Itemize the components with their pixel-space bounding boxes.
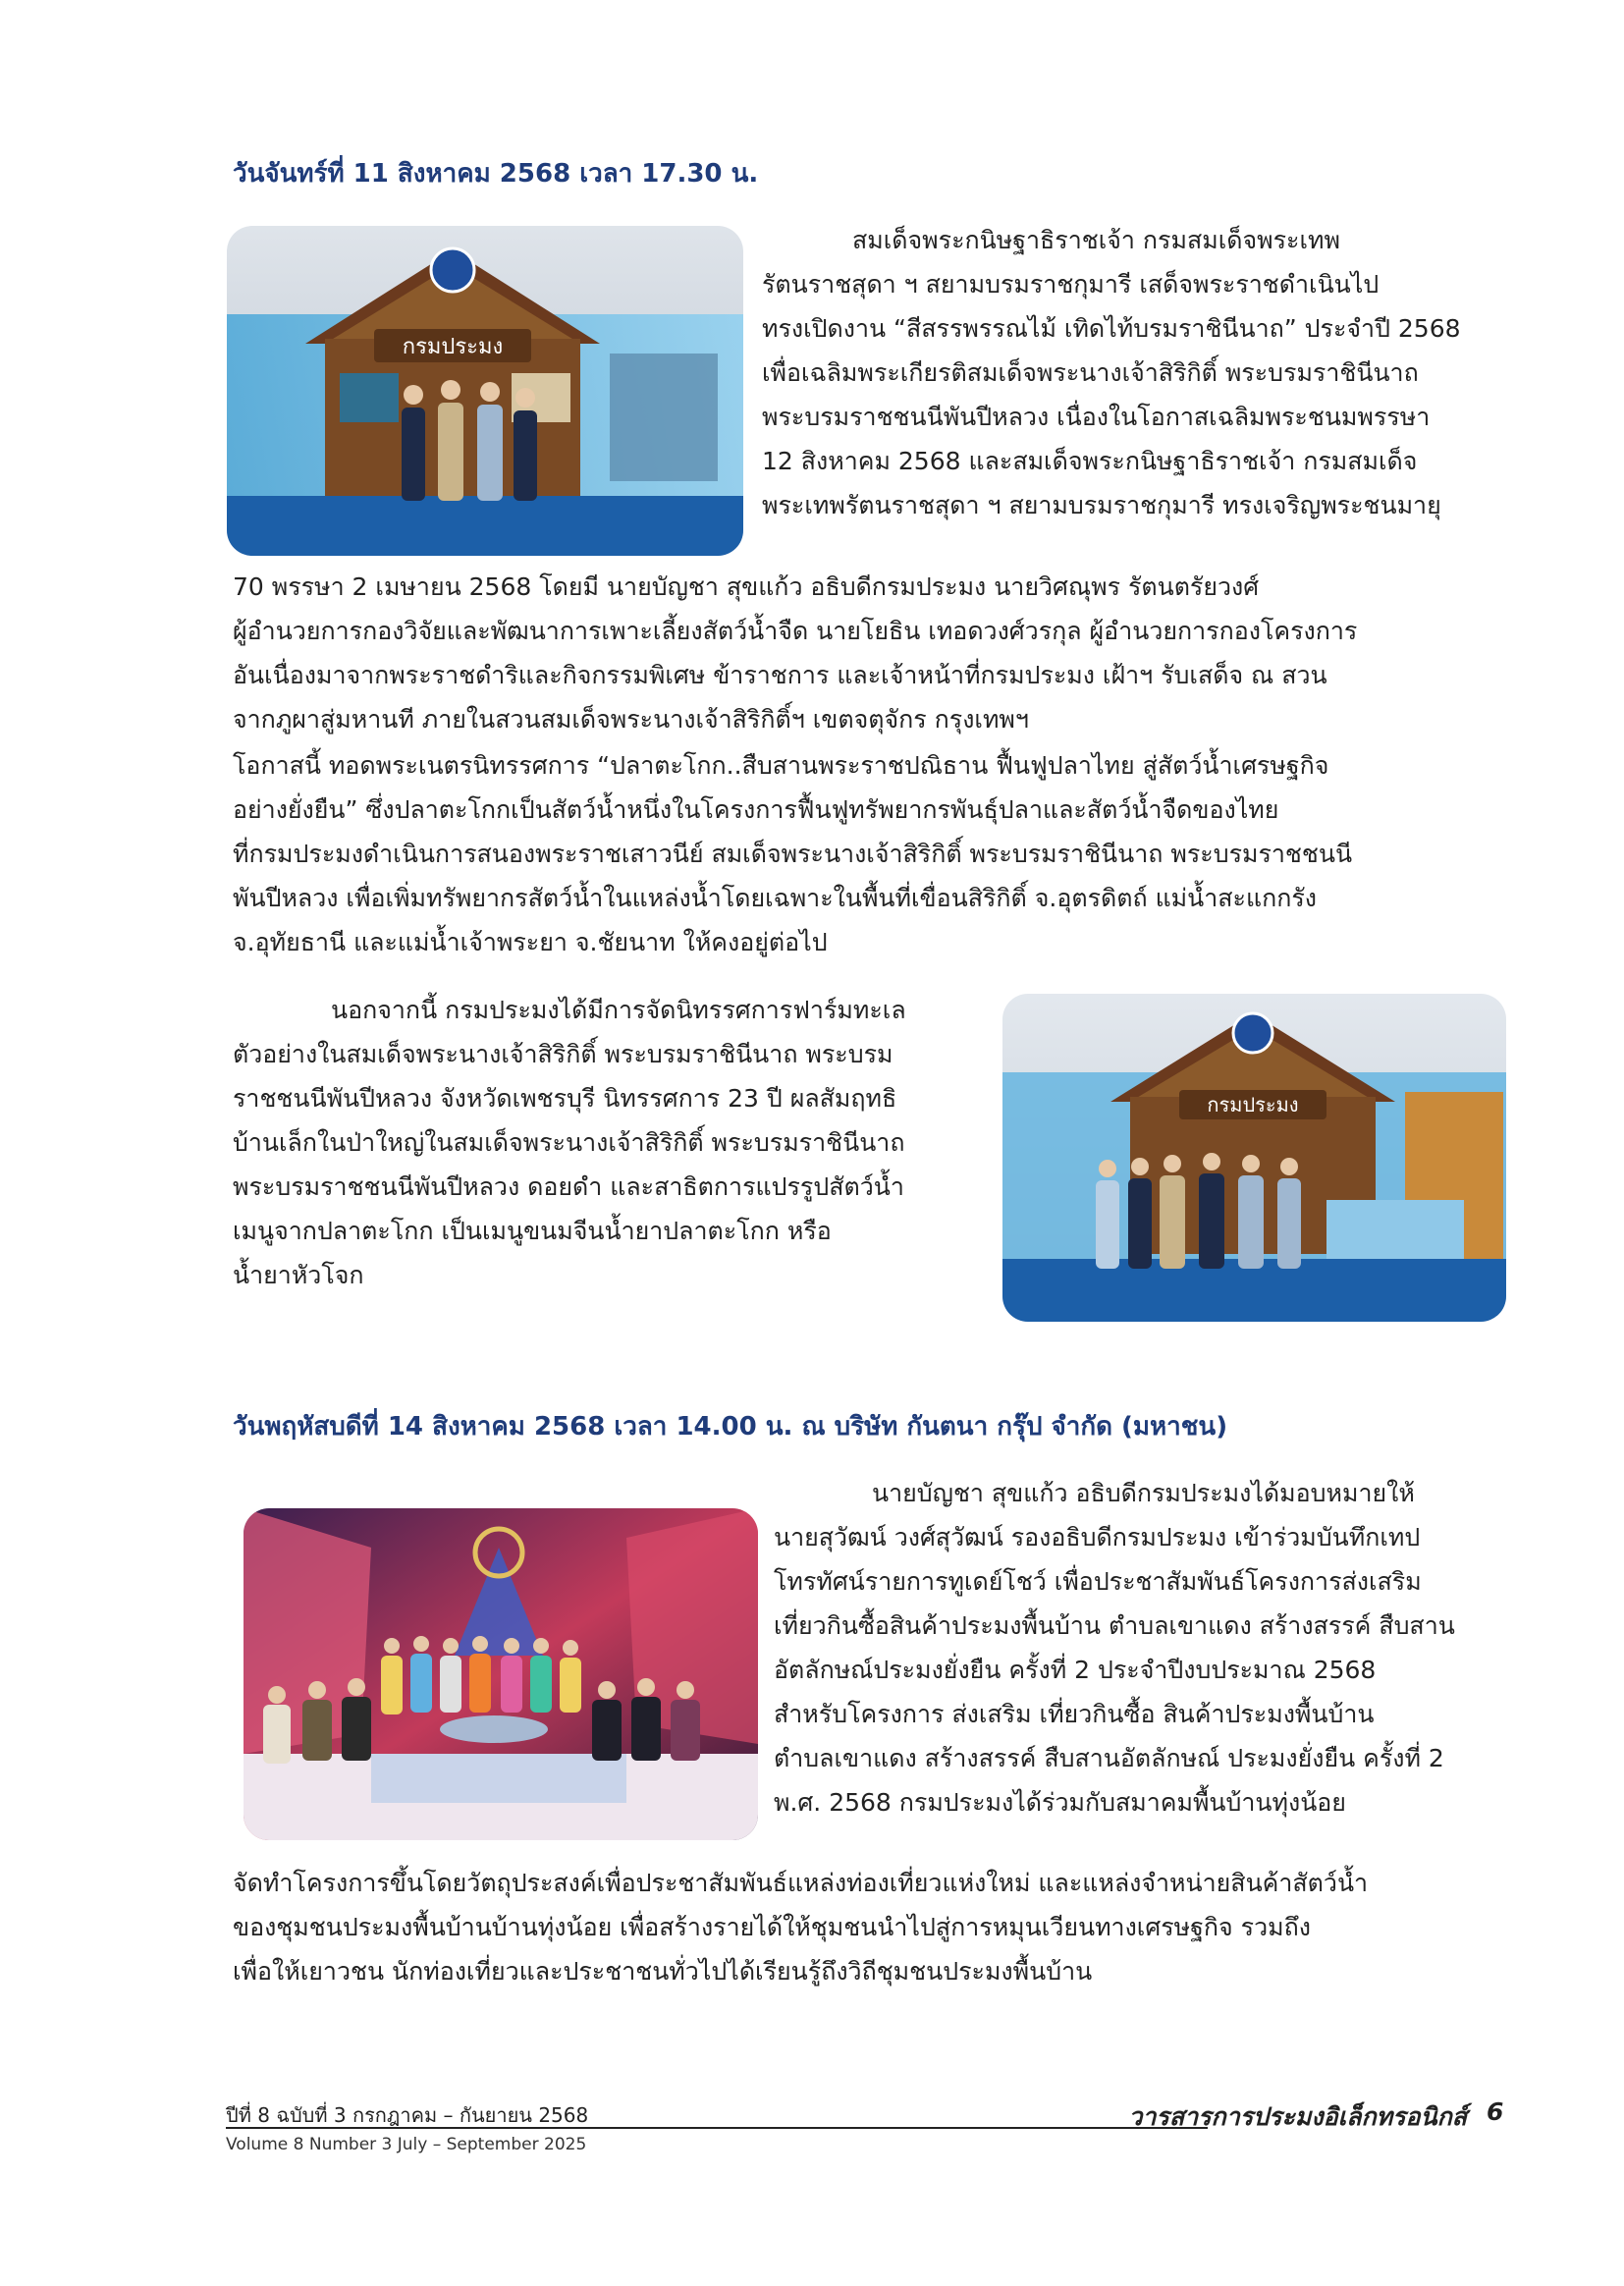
text-line: โอกาสนี้ ทอดพระเนตรนิทรรศการ “ปลาตะโกก..สืบสานพระราชปณิธาน ฟื้นฟูปลาไทย สู่สัตว์น้ำเศรษฐกิจ: [233, 751, 1329, 780]
text-line: น้ำยาหัวโจก: [233, 1261, 364, 1289]
text-line: นอกจากนี้ กรมประมงได้มีการจัดนิทรรศการฟาร์มทะเล: [331, 996, 906, 1024]
exhibition-booth-photo-1: [227, 226, 743, 556]
text-line: ตัวอย่างในสมเด็จพระนางเจ้าสิริกิติ์ พระบรมราชินีนาถ พระบรม: [233, 1040, 893, 1068]
text-line: สมเด็จพระกนิษฐาธิราชเจ้า กรมสมเด็จพระเทพ: [852, 226, 1340, 254]
text-line: เที่ยวกินซื้อสินค้าประมงพื้นบ้าน ตำบลเขาแดง สร้างสรรค์ สืบสาน: [774, 1611, 1455, 1640]
footer-issue-th: ปีที่ 8 ฉบับที่ 3 กรกฎาคม – กันยายน 2568: [226, 2103, 589, 2127]
text-line: ของชุมชนประมงพื้นบ้านบ้านทุ่งน้อย เพื่อสร้างรายได้ให้ชุมชนนำไปสู่การหมุนเวียนทางเศรษฐกิจ รวมถึง: [233, 1913, 1311, 1941]
section1-intro-wrapped: [762, 218, 1487, 527]
section2-intro-full: [233, 1861, 1489, 1993]
footer-journal-title: วารสารการประมงอิเล็กทรอนิกส์: [1128, 2102, 1467, 2131]
text-line: ตำบลเขาแดง สร้างสรรค์ สืบสานอัตลักษณ์ ประมงยั่งยืน ครั้งที่ 2: [774, 1744, 1444, 1772]
section-heading-2: วันพฤหัสบดีที่ 14 สิงหาคม 2568 เวลา 14.00 น. ณ บริษัท กันตนา กรุ๊ป จำกัด (มหาชน): [233, 1412, 1228, 1442]
text-line: พระบรมราชชนนีพันปีหลวง เนื่องในโอกาสเฉลิมพระชนมพรรษา: [762, 403, 1431, 431]
text-line: เพื่อเฉลิมพระเกียรติสมเด็จพระนางเจ้าสิริกิติ์ พระบรมราชินีนาถ: [762, 358, 1419, 387]
text-line: อย่างยั่งยืน” ซึ่งปลาตะโกกเป็นสัตว์น้ำหนึ่งในโครงการฟื้นฟูทรัพยากรพันธุ์ปลาและสัตว์น้ำจืดของไทย: [233, 795, 1279, 824]
text-line: จากภูผาสู่มหานที ภายในสวนสมเด็จพระนางเจ้าสิริกิติ์ฯ เขตจตุจักร กรุงเทพฯ: [233, 705, 1029, 734]
text-line: อันเนื่องมาจากพระราชดำริและกิจกรรมพิเศษ ข้าราชการ และเจ้าหน้าที่กรมประมง เฝ้าฯ รับเสด็จ ณ สวน: [233, 661, 1327, 689]
text-line: ที่กรมประมงดำเนินการสนองพระราชเสาวนีย์ สมเด็จพระนางเจ้าสิริกิติ์ พระบรมราชินีนาถ พระบรมราชชนนี: [233, 840, 1353, 868]
text-line: เมนูจากปลาตะโกก เป็นเมนูขนมจีนน้ำยาปลาตะโกก หรือ: [233, 1217, 832, 1245]
text-line: อัตลักษณ์ประมงยั่งยืน ครั้งที่ 2 ประจำปีงบประมาณ 2568: [774, 1656, 1377, 1684]
text-line: โทรทัศน์รายการทูเดย์โชว์ เพื่อประชาสัมพันธ์โครงการส่งเสริม: [774, 1567, 1422, 1596]
section1-seafarm-paragraph: [233, 988, 979, 1297]
text-line: ทรงเปิดงาน “สีสรรพรรณไม้ เทิดไท้บรมราชินีนาถ” ประจำปี 2568: [762, 314, 1461, 343]
text-line: นายบัญชา สุขแก้ว อธิบดีกรมประมงได้มอบหมายให้: [872, 1479, 1415, 1507]
text-line: ผู้อำนวยการกองวิจัยและพัฒนาการเพาะเลี้ยงสัตว์น้ำจืด นายโยธิน เทอดวงศ์วรกุล ผู้อำนวยการกองโครงการ: [233, 617, 1358, 645]
text-line: พ.ศ. 2568 กรมประมงได้ร่วมกับสมาคมพื้นบ้านทุ่งน้อย: [774, 1788, 1346, 1817]
text-line: เพื่อให้เยาวชน นักท่องเที่ยวและประชาชนทั่วไปได้เรียนรู้ถึงวิถีชุมชนประมงพื้นบ้าน: [233, 1957, 1093, 1986]
text-line: สำหรับโครงการ ส่งเสริม เที่ยวกินซื้อ สินค้าประมงพื้นบ้าน: [774, 1700, 1375, 1728]
section1-exhibition-paragraph: [233, 743, 1489, 964]
text-line: 12 สิงหาคม 2568 และสมเด็จพระกนิษฐาธิราชเจ้า กรมสมเด็จ: [762, 447, 1418, 475]
text-line: พระเทพรัตนราชสุดา ฯ สยามบรมราชกุมารี ทรงเจริญพระชนมายุ: [762, 491, 1441, 519]
section-heading-1: วันจันทร์ที่ 11 สิงหาคม 2568 เวลา 17.30 น.: [233, 159, 759, 189]
text-line: ราชชนนีพันปีหลวง จังหวัดเพชรบุรี นิทรรศการ 23 ปี ผลสัมฤทธิ: [233, 1084, 897, 1113]
page-number: 6: [1487, 2097, 1504, 2126]
text-line: จัดทำโครงการขึ้นโดยวัตถุประสงค์เพื่อประชาสัมพันธ์แหล่งท่องเที่ยวแห่งใหม่ และแหล่งจำหน่ายสินค้าสัตว์น้ำ: [233, 1869, 1369, 1897]
tv-studio-photo: [244, 1508, 758, 1840]
text-line: บ้านเล็กในป่าใหญ่ในสมเด็จพระนางเจ้าสิริกิติ์ พระบรมราชินีนาถ: [233, 1128, 905, 1157]
footer-issue-en: Volume 8 Number 3 July – September 2025: [226, 2135, 587, 2154]
text-line: รัตนราชสุดา ฯ สยามบรมราชกุมารี เสด็จพระราชดำเนินไป: [762, 270, 1380, 299]
svg-text:กรมประมง: กรมประมง: [1207, 1093, 1299, 1116]
svg-text:กรมประมง: กรมประมง: [402, 335, 504, 359]
footer-divider: [226, 2127, 1208, 2129]
text-line: จ.อุทัยธานี และแม่น้ำเจ้าพระยา จ.ชัยนาท ให้คงอยู่ต่อไป: [233, 928, 828, 956]
text-line: พระบรมราชชนนีพันปีหลวง ดอยดำ และสาธิตการแปรรูปสัตว์น้ำ: [233, 1172, 904, 1201]
section2-intro-wrapped: [774, 1471, 1490, 1824]
text-line: 70 พรรษา 2 เมษายน 2568 โดยมี นายบัญชา สุขแก้ว อธิบดีกรมประมง นายวิศณุพร รัตนตรัยวงศ์: [233, 572, 1260, 601]
text-line: นายสุวัฒน์ วงศ์สุวัฒน์ รองอธิบดีกรมประมง เข้าร่วมบันทึกเทป: [774, 1523, 1421, 1551]
exhibition-booth-photo-2: [1002, 994, 1506, 1322]
section1-intro-full: [233, 565, 1489, 741]
text-line: พันปีหลวง เพื่อเพิ่มทรัพยากรสัตว์น้ำในแหล่งน้ำโดยเฉพาะในพื้นที่เขื่อนสิริกิติ์ จ.อุตรดิตถ์ แม่น้ำสะแกกรัง: [233, 884, 1317, 912]
